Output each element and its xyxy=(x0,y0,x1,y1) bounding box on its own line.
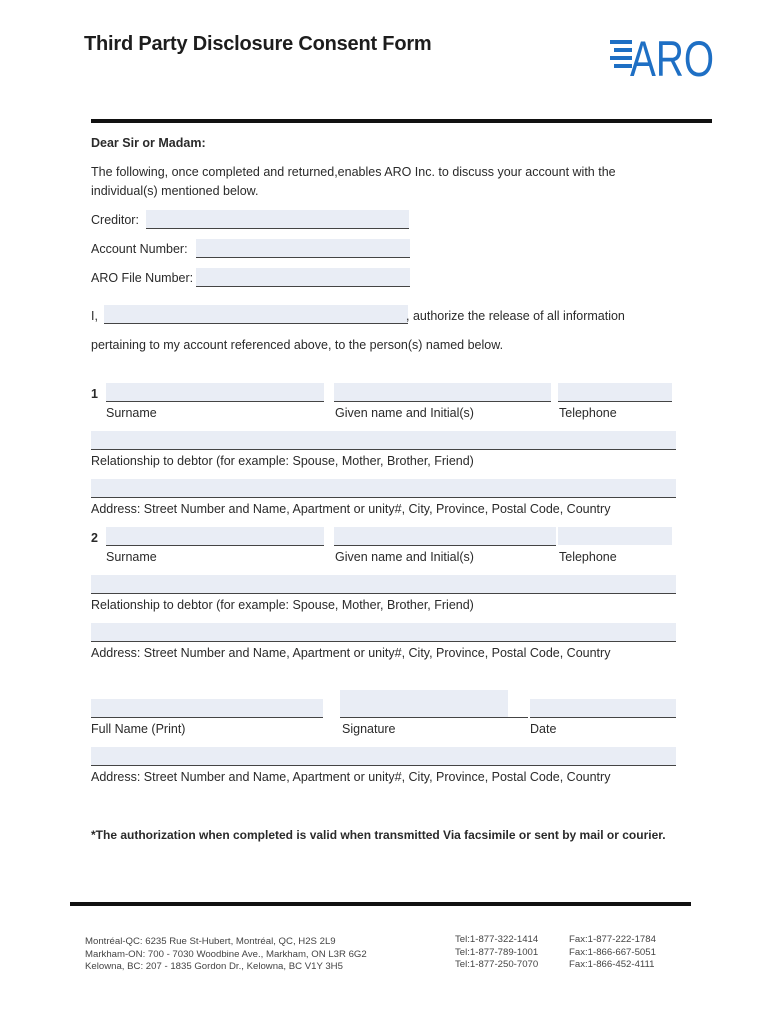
telephone-label: Telephone xyxy=(559,550,617,564)
header-divider xyxy=(91,119,712,123)
account-number-label: Account Number: xyxy=(91,242,188,256)
relationship-label: Relationship to debtor (for example: Spouse, Mother, Brother, Friend) xyxy=(91,598,474,612)
person2-given-name-field[interactable] xyxy=(334,527,556,546)
signer-address-field[interactable] xyxy=(91,747,676,766)
person-number: 2 xyxy=(91,531,98,545)
person2-telephone-field[interactable] xyxy=(558,527,672,545)
svg-text:ARO: ARO xyxy=(630,31,714,87)
footer-faxes xyxy=(569,934,656,972)
footer-tel-montreal: Tel:1-877-322-1414 xyxy=(455,934,539,945)
relationship-label: Relationship to debtor (for example: Spouse, Mother, Brother, Friend) xyxy=(91,454,474,468)
pertaining-text: pertaining to my account referenced above, to the person(s) named below. xyxy=(91,338,504,352)
given-name-label: Given name and Initial(s) xyxy=(335,406,474,420)
footer-tel-kelowna: Tel:1-877-250-7070 xyxy=(455,959,539,970)
authorizer-name-field[interactable] xyxy=(104,305,408,324)
address-label: Address: Street Number and Name, Apartment or unity#, City, Province, Postal Code, Country xyxy=(91,646,611,660)
telephone-label: Telephone xyxy=(559,406,617,420)
address-label: Address: Street Number and Name, Apartment or unity#, City, Province, Postal Code, Country xyxy=(91,770,611,784)
authorize-text: , authorize the release of all information xyxy=(406,309,625,323)
footer-fax-kelowna: Fax:1-866-452-4111 xyxy=(569,959,655,970)
person1-address-field[interactable] xyxy=(91,479,676,498)
person2-address-field[interactable] xyxy=(91,623,676,642)
person2-surname-field[interactable] xyxy=(106,527,324,546)
creditor-field[interactable] xyxy=(146,210,409,229)
person1-given-name-field[interactable] xyxy=(334,383,551,402)
footer-addresses xyxy=(85,936,367,974)
aro-logo xyxy=(610,30,716,87)
intro-paragraph-line1: The following, once completed and returned,enables ARO Inc. to discuss your account with the xyxy=(91,165,616,179)
intro-paragraph-line2: individual(s) mentioned below. xyxy=(91,184,259,198)
aro-file-number-field[interactable] xyxy=(196,268,410,287)
account-number-field[interactable] xyxy=(196,239,410,258)
footer-telephones xyxy=(455,934,538,972)
person1-surname-field[interactable] xyxy=(106,383,324,402)
address-label: Address: Street Number and Name, Apartment or unity#, City, Province, Postal Code, Country xyxy=(91,502,611,516)
given-name-label: Given name and Initial(s) xyxy=(335,550,474,564)
footer-fax-montreal: Fax:1-877-222-1784 xyxy=(569,934,656,945)
surname-label: Surname xyxy=(106,406,157,420)
salutation: Dear Sir or Madam: xyxy=(91,136,206,150)
date-field[interactable] xyxy=(530,699,676,718)
footer-fax-markham: Fax:1-866-667-5051 xyxy=(569,946,656,958)
signature-field[interactable] xyxy=(340,690,508,718)
person2-relationship-field[interactable] xyxy=(91,575,676,594)
person1-relationship-field[interactable] xyxy=(91,431,676,450)
page-title: Third Party Disclosure Consent Form xyxy=(84,33,432,55)
creditor-label: Creditor: xyxy=(91,213,139,227)
aro-file-number-label: ARO File Number: xyxy=(91,271,194,285)
full-name-field[interactable] xyxy=(91,699,323,718)
footer-address-montreal: Montréal-QC: 6235 Rue St-Hubert, Montréal, QC, H2S 2L9 xyxy=(85,936,336,947)
footer-address-kelowna: Kelowna, BC: 207 - 1835 Gordon Dr., Kelowna, BC V1Y 3H5 xyxy=(85,961,343,972)
i-label: I, xyxy=(91,309,98,323)
footer-divider xyxy=(70,902,691,906)
person1-telephone-field[interactable] xyxy=(558,383,672,402)
signature-line xyxy=(508,716,528,718)
person-number: 1 xyxy=(91,387,98,401)
full-name-label: Full Name (Print) xyxy=(91,722,186,736)
surname-label: Surname xyxy=(106,550,157,564)
date-label: Date xyxy=(530,722,557,736)
footer-address-markham: Markham-ON: 700 - 7030 Woodbine Ave., Markham, ON L3R 6G2 xyxy=(85,948,367,960)
validity-note: *The authorization when completed is valid when transmitted Via facsimile or sent by mail or courier. xyxy=(91,828,666,842)
footer-tel-markham: Tel:1-877-789-1001 xyxy=(455,946,539,958)
signature-label: Signature xyxy=(342,722,396,736)
